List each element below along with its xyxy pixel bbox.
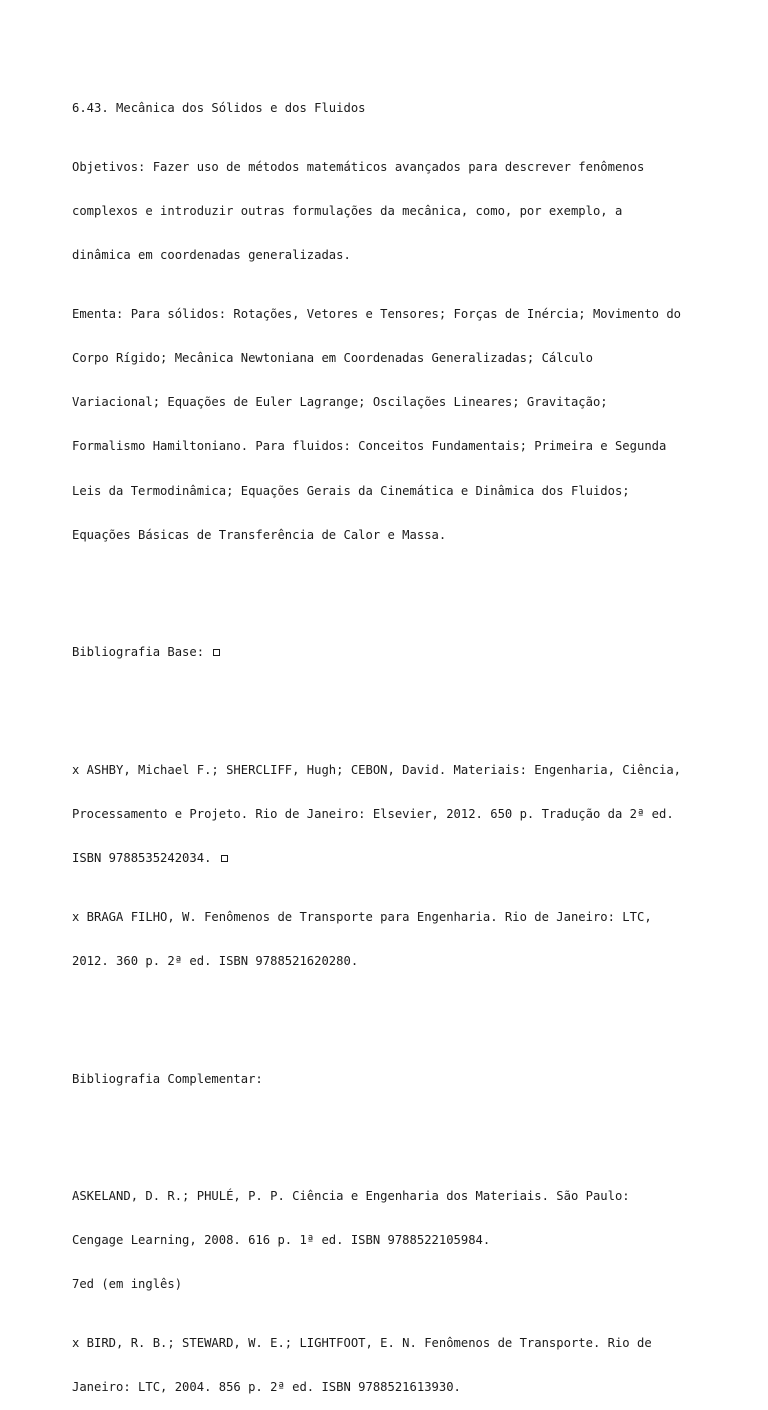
box-placeholder-icon xyxy=(221,855,228,862)
base-entry-1-line-2: Processamento e Projeto. Rio de Janeiro: Elsevier, 2012. 650 p. Tradução da 2ª ed. xyxy=(72,806,674,821)
bibliografia-base-heading-line xyxy=(72,645,712,660)
base-entry-2-line-1: x BRAGA FILHO, W. Fenômenos de Transporte para Engenharia. Rio de Janeiro: LTC, xyxy=(72,909,652,924)
ementa-line-2: Corpo Rígido; Mecânica Newtoniana em Coordenadas Generalizadas; Cálculo xyxy=(72,351,593,366)
spacer xyxy=(72,586,712,601)
spacer xyxy=(72,1130,712,1145)
objetivos-line-2: complexos e introduzir outras formulações da mecânica, como, por exemplo, a xyxy=(72,204,623,219)
bibliografia-complementar-heading: Bibliografia Complementar: xyxy=(72,1071,263,1086)
spacer xyxy=(72,1013,712,1028)
bibliografia-base-heading: Bibliografia Base: xyxy=(72,645,212,660)
comp-entry-1-line-1: ASKELAND, D. R.; PHULÉ, P. P. Ciência e Engenharia dos Materiais. São Paulo: xyxy=(72,1189,630,1204)
comp-entry-1-line-2: Cengage Learning, 2008. 616 p. 1ª ed. ISBN 9788522105984. xyxy=(72,1233,491,1248)
objetivos-line-3: dinâmica em coordenadas generalizadas. xyxy=(72,248,351,263)
ementa-line-6: Equações Básicas de Transferência de Calor e Massa. xyxy=(72,527,447,542)
base-entry-1-line-1: x ASHBY, Michael F.; SHERCLIFF, Hugh; CEBON, David. Materiais: Engenharia, Ciência, xyxy=(72,762,682,777)
section-heading: 6.43. Mecânica dos Sólidos e dos Fluidos xyxy=(72,101,366,116)
base-entry-2-line-2: 2012. 360 p. 2ª ed. ISBN 9788521620280. xyxy=(72,953,359,968)
base-entry-1-line-3-wrap xyxy=(72,851,712,866)
comp-entry-1-line-3: 7ed (em inglês) xyxy=(72,1277,183,1292)
ementa-line-5: Leis da Termodinâmica; Equações Gerais da Cinemática e Dinâmica dos Fluidos; xyxy=(72,483,630,498)
ementa-line-3: Variacional; Equações de Euler Lagrange; Oscilações Lineares; Gravitação; xyxy=(72,395,608,410)
base-entry-1-line-3: ISBN 9788535242034. xyxy=(72,851,219,866)
comp-entry-2-line-2: Janeiro: LTC, 2004. 856 p. 2ª ed. ISBN 9788521613930. xyxy=(72,1380,461,1395)
ementa-line-1: Ementa: Para sólidos: Rotações, Vetores e Tensores; Forças de Inércia; Movimento do xyxy=(72,307,682,322)
ementa-line-4: Formalismo Hamiltoniano. Para fluidos: Conceitos Fundamentais; Primeira e Segunda xyxy=(72,439,667,454)
spacer xyxy=(72,704,712,719)
objetivos-line-1: Objetivos: Fazer uso de métodos matemáticos avançados para descrever fenômenos xyxy=(72,160,645,175)
box-placeholder-icon xyxy=(213,649,220,656)
comp-entry-2-line-1: x BIRD, R. B.; STEWARD, W. E.; LIGHTFOOT, E. N. Fenômenos de Transporte. Rio de xyxy=(72,1336,652,1351)
document-page xyxy=(72,72,712,1410)
